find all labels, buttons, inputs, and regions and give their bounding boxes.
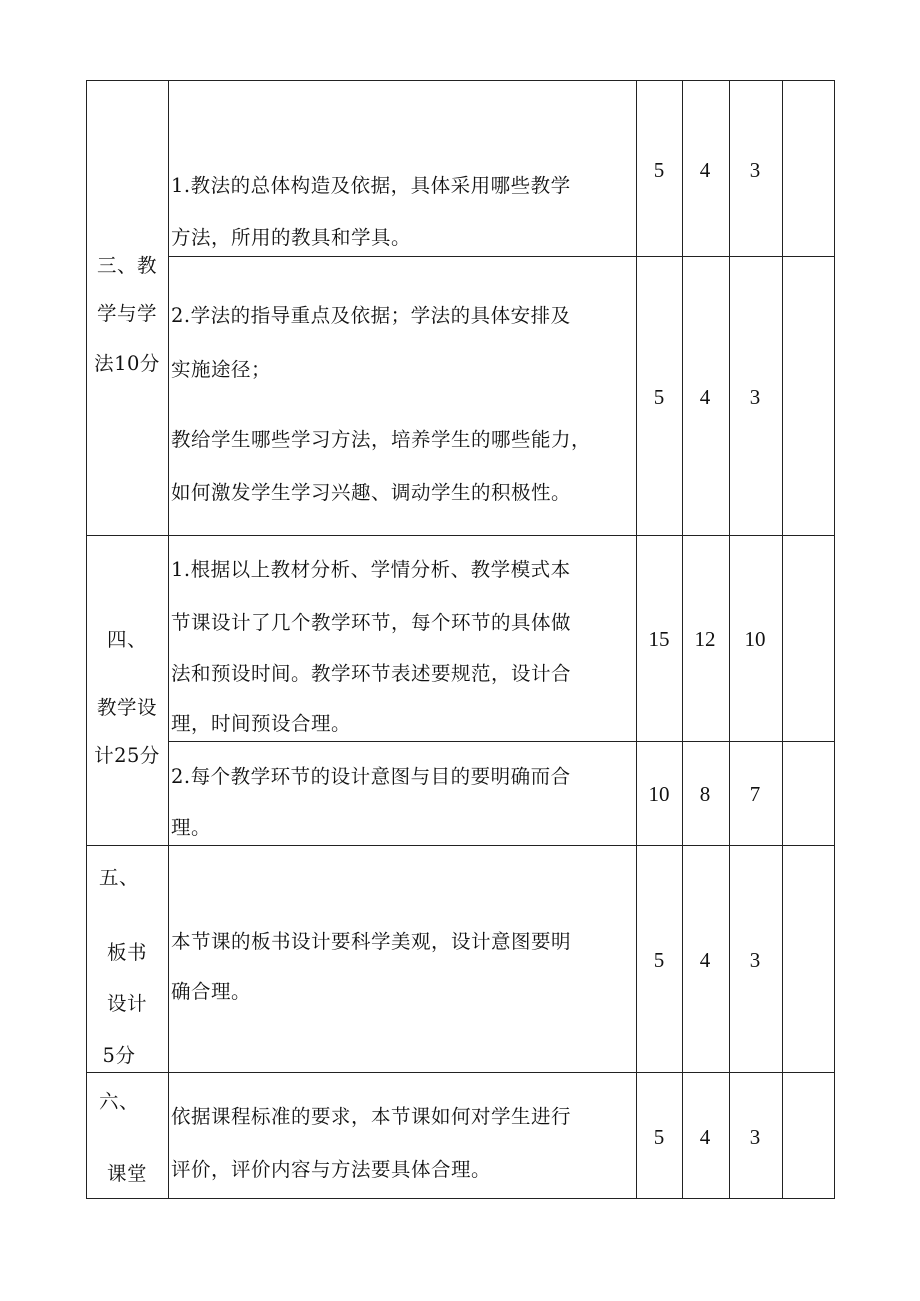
- score-excellent: 5: [653, 948, 665, 972]
- category-label: 四、: [106, 628, 147, 651]
- score-fair: 7: [749, 782, 761, 806]
- score-excellent: 5: [653, 158, 665, 182]
- score-fair: 10: [744, 627, 766, 651]
- criterion-text: 确合理。: [171, 980, 252, 1003]
- score-good: 4: [699, 158, 711, 182]
- criterion-text: 2.每个教学环节的设计意图与目的要明确而合: [171, 765, 571, 788]
- row-divider: [168, 741, 835, 742]
- category-label: 学与学: [96, 302, 157, 325]
- table-border-top: [86, 80, 835, 81]
- category-label: 三、教: [96, 254, 157, 277]
- criterion-text: 本节课的板书设计要科学美观，设计意图要明: [171, 930, 572, 953]
- category-label: 教学设: [96, 696, 157, 719]
- score-fair: 3: [749, 1125, 761, 1149]
- column-divider: [782, 80, 783, 1199]
- table-border-bottom: [86, 1198, 835, 1199]
- criterion-text: 方法，所用的教具和学具。: [171, 226, 412, 249]
- row-divider: [168, 256, 835, 257]
- score-fair: 3: [749, 158, 761, 182]
- category-label: 设计: [106, 992, 147, 1015]
- score-excellent: 15: [648, 627, 670, 651]
- score-excellent: 5: [653, 385, 665, 409]
- category-label: 五、: [98, 866, 139, 889]
- score-fair: 3: [749, 385, 761, 409]
- category-label: 法10分: [94, 352, 160, 375]
- criterion-text: 2.学法的指导重点及依据；学法的具体安排及: [171, 304, 571, 327]
- score-good: 4: [699, 948, 711, 972]
- criterion-text: 如何激发学生学习兴趣、调动学生的积极性。: [171, 481, 572, 504]
- criterion-text: 评价，评价内容与方法要具体合理。: [171, 1158, 492, 1181]
- criterion-text: 依据课程标准的要求，本节课如何对学生进行: [171, 1105, 572, 1128]
- score-good: 8: [699, 782, 711, 806]
- score-good: 12: [694, 627, 716, 651]
- criterion-text: 实施途径；: [171, 358, 272, 381]
- row-divider: [86, 845, 835, 846]
- table-border-right: [834, 80, 835, 1199]
- category-label: 六、: [98, 1090, 139, 1113]
- criterion-text: 理。: [171, 816, 212, 839]
- score-fair: 3: [749, 948, 761, 972]
- score-good: 4: [699, 385, 711, 409]
- row-divider: [86, 535, 835, 536]
- score-excellent: 5: [653, 1125, 665, 1149]
- criterion-text: 1.教法的总体构造及依据，具体采用哪些教学: [171, 174, 571, 197]
- score-good: 4: [699, 1125, 711, 1149]
- column-divider: [168, 80, 169, 1199]
- category-label: 计25分: [94, 744, 160, 767]
- criterion-text: 教给学生哪些学习方法，培养学生的哪些能力，: [171, 428, 592, 451]
- criterion-text: 1.根据以上教材分析、学情分析、教学模式本: [171, 558, 571, 581]
- category-label: 课堂: [106, 1162, 147, 1185]
- criterion-text: 法和预设时间。教学环节表述要规范，设计合: [171, 662, 572, 685]
- category-label: 5分: [102, 1044, 136, 1067]
- criterion-text: 理，时间预设合理。: [171, 712, 352, 735]
- category-label: 板书: [106, 941, 147, 964]
- score-excellent: 10: [648, 782, 670, 806]
- row-divider: [86, 1072, 835, 1073]
- criterion-text: 节课设计了几个教学环节，每个环节的具体做: [171, 611, 572, 634]
